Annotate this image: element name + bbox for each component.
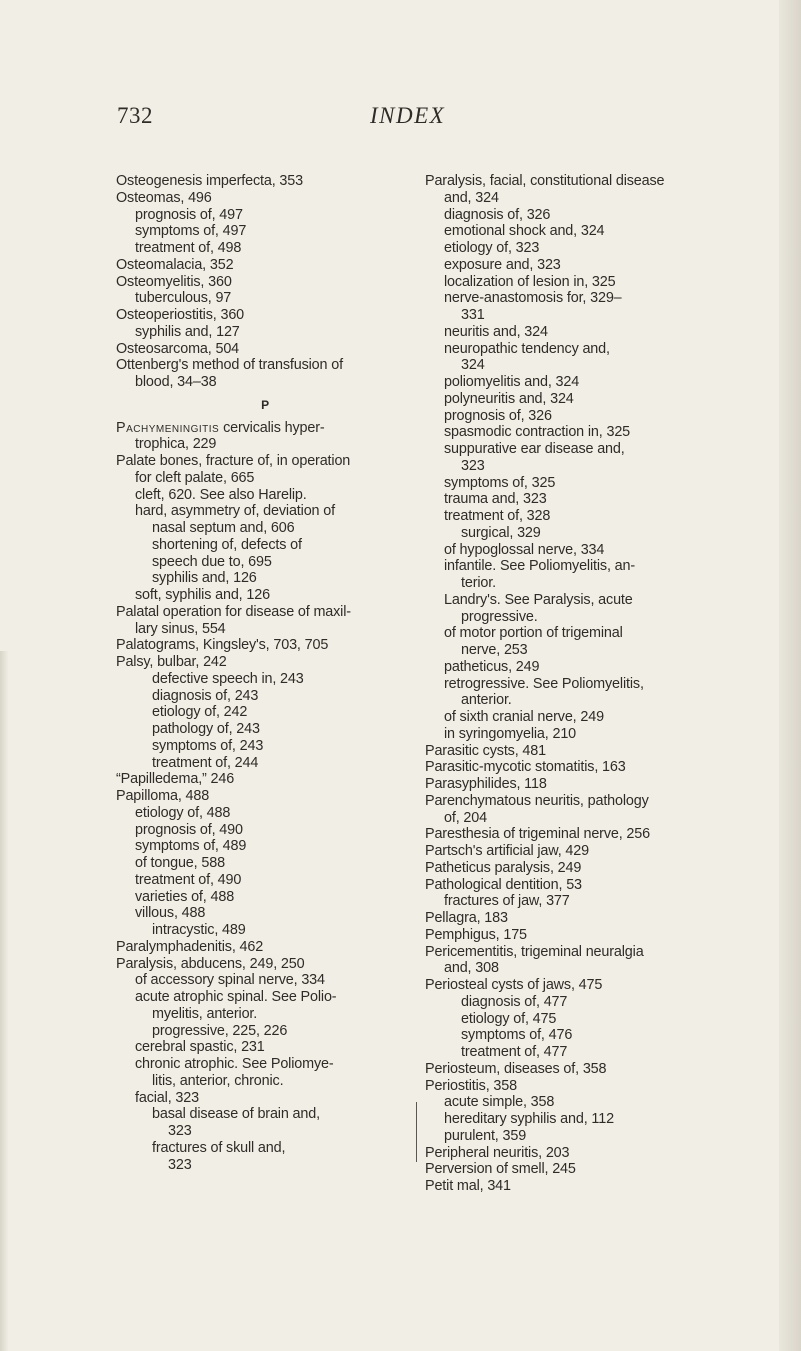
index-subentry: shortening of, defects of [152, 536, 302, 553]
index-subentry: treatment of, 244 [152, 754, 259, 771]
index-entry: Partsch's artificial jaw, 429 [425, 843, 589, 859]
index-subentry: progressive. [461, 608, 538, 625]
index-subentry: intracystic, 489 [152, 922, 246, 938]
index-subentry: neuropathic tendency and, [444, 340, 610, 357]
column-divider [416, 1102, 417, 1162]
index-entry: Parasyphilides, 118 [425, 776, 547, 792]
index-subentry: of, 204 [444, 809, 487, 826]
index-entry: Petit mal, 341 [425, 1178, 511, 1194]
index-subentry: in syringomyelia, 210 [444, 725, 577, 742]
index-entry: Palate bones, fracture of, in operation [116, 453, 351, 469]
index-entry: Patheticus paralysis, 249 [425, 859, 582, 876]
index-subentry: acute simple, 358 [444, 1094, 555, 1111]
index-column-right [425, 173, 705, 1195]
index-subentry: treatment of, 477 [461, 1044, 568, 1060]
index-subentry: purulent, 359 [444, 1127, 527, 1144]
index-subentry: fractures of skull and, [152, 1139, 286, 1156]
index-subentry: Landry's. See Paralysis, acute [444, 591, 633, 608]
index-subentry: 323 [461, 457, 485, 474]
index-entries-p-continued [425, 173, 705, 1195]
index-subentry: progressive, 225, 226 [152, 1022, 288, 1039]
index-subentry: anterior. [461, 692, 512, 709]
index-entry: Osteogenesis imperfecta, 353 [116, 173, 303, 189]
index-subentry: 323 [168, 1156, 192, 1173]
index-subentry: lary sinus, 554 [135, 620, 226, 637]
index-subentry: of accessory spinal nerve, 334 [135, 972, 325, 989]
index-entry: Perversion of smell, 245 [425, 1161, 576, 1178]
index-entry: Palatal operation for disease of maxil- [116, 603, 351, 620]
index-subentry: localization of lesion in, 325 [444, 273, 616, 290]
index-subentry: symptoms of, 497 [135, 223, 247, 240]
index-subentry: infantile. See Poliomyelitis, an- [444, 558, 636, 575]
index-subentry: emotional shock and, 324 [444, 223, 605, 240]
index-entry: Parasitic cysts, 481 [425, 742, 546, 759]
index-entry: Pachymeningitis cervicalis hyper- [116, 419, 325, 436]
index-subentry: symptoms of, 325 [444, 474, 556, 491]
page-number: 732 [117, 103, 153, 128]
index-subentry: acute atrophic spinal. See Polio- [135, 989, 337, 1005]
index-subentry: blood, 34–38 [135, 374, 217, 390]
index-subentry: etiology of, 475 [461, 1010, 557, 1027]
index-entry: Paresthesia of trigeminal nerve, 256 [425, 826, 650, 843]
index-entry: Periosteal cysts of jaws, 475 [425, 977, 603, 993]
running-head: INDEX [370, 103, 446, 128]
index-entry: Palatograms, Kingsley's, 703, 705 [116, 637, 329, 654]
entry-headword: Pachymeningitis [116, 419, 220, 436]
index-subentry: surgical, 329 [461, 524, 541, 541]
index-subentry: symptoms of, 489 [135, 838, 247, 855]
index-subentry: chronic atrophic. See Poliomye- [135, 1056, 334, 1072]
index-entry: Parasitic-mycotic stomatitis, 163 [425, 759, 626, 776]
index-entry: Osteomas, 496 [116, 189, 212, 206]
index-subentry: retrogressive. See Poliomyelitis, [444, 675, 644, 692]
index-entry: Paralysis, abducens, 249, 250 [116, 955, 305, 972]
index-subentry: nerve-anastomosis for, 329– [444, 290, 622, 307]
index-column-left [116, 173, 414, 1173]
index-subentry: and, 324 [444, 189, 499, 206]
index-subentry: 331 [461, 307, 485, 323]
index-entry: Periosteum, diseases of, 358 [425, 1060, 607, 1077]
index-subentry: terior. [461, 575, 496, 591]
index-subentry: trophica, 229 [135, 436, 217, 453]
index-subentry: treatment of, 498 [135, 240, 242, 256]
index-entry: Periostitis, 358 [425, 1077, 517, 1094]
index-entry: Pericementitis, trigeminal neuralgia [425, 943, 644, 960]
index-subentry: polyneuritis and, 324 [444, 390, 574, 407]
index-subentry: 323 [168, 1123, 192, 1139]
index-subentry: prognosis of, 326 [444, 407, 552, 424]
index-entry: Osteoperiostitis, 360 [116, 307, 245, 323]
index-subentry: hereditary syphilis and, 112 [444, 1111, 614, 1127]
index-subentry: neuritis and, 324 [444, 323, 548, 340]
index-entry: Pellagra, 183 [425, 910, 508, 926]
index-subentry: of sixth cranial nerve, 249 [444, 709, 604, 725]
index-entry: Paralymphadenitis, 462 [116, 938, 264, 955]
index-entry: Palsy, bulbar, 242 [116, 654, 227, 670]
index-entry: Pathological dentition, 53 [425, 876, 582, 893]
index-subentry: villous, 488 [135, 905, 206, 922]
index-subentry: etiology of, 242 [152, 704, 248, 721]
index-subentry: myelitis, anterior. [152, 1005, 258, 1022]
index-subentry: speech due to, 695 [152, 553, 272, 570]
index-entry: Peripheral neuritis, 203 [425, 1144, 570, 1161]
index-entry: Parenchymatous neuritis, pathology [425, 792, 649, 809]
index-subentry: exposure and, 323 [444, 256, 561, 273]
index-subentry: nasal septum and, 606 [152, 520, 295, 536]
page-gutter-shadow [779, 0, 801, 1351]
index-subentry: basal disease of brain and, [152, 1106, 320, 1123]
index-subentry: hard, asymmetry of, deviation of [135, 503, 335, 520]
index-subentry: symptoms of, 476 [461, 1027, 573, 1044]
index-subentry: of motor portion of trigeminal [444, 625, 623, 642]
index-entry: Pemphigus, 175 [425, 926, 527, 943]
index-subentry: diagnosis of, 326 [444, 206, 551, 223]
index-entry: Osteomalacia, 352 [116, 256, 234, 273]
index-subentry: nerve, 253 [461, 642, 528, 658]
page-header [0, 103, 801, 133]
index-entries-o [116, 173, 414, 391]
index-subentry: trauma and, 323 [444, 491, 547, 508]
index-subentry: varieties of, 488 [135, 888, 235, 905]
index-subentry: facial, 323 [135, 1089, 199, 1106]
index-subentry: for cleft palate, 665 [135, 469, 255, 486]
index-subentry: poliomyelitis and, 324 [444, 374, 580, 390]
index-entry: Paralysis, facial, constitutional disease [425, 173, 665, 189]
index-entry: “Papilledema,” 246 [116, 771, 235, 788]
index-subentry: soft, syphilis and, 126 [135, 587, 270, 603]
index-subentry: and, 308 [444, 960, 499, 977]
index-subentry: cleft, 620. See also Harelip. [135, 486, 307, 503]
index-subentry: defective speech in, 243 [152, 670, 304, 687]
index-subentry: pathology of, 243 [152, 721, 260, 737]
index-entry: Papilloma, 488 [116, 788, 210, 804]
index-entry: Ottenberg's method of transfusion of [116, 357, 343, 374]
index-subentry: fractures of jaw, 377 [444, 893, 570, 910]
index-subentry: of tongue, 588 [135, 855, 225, 871]
index-subentry: symptoms of, 243 [152, 737, 264, 754]
index-entries-p [116, 420, 414, 1174]
section-letter: P [261, 397, 269, 412]
index-subentry: patheticus, 249 [444, 658, 540, 675]
index-subentry: 324 [461, 357, 485, 374]
index-subentry: of hypoglossal nerve, 334 [444, 541, 605, 558]
index-subentry: etiology of, 488 [135, 804, 231, 821]
index-subentry: spasmodic contraction in, 325 [444, 424, 631, 441]
index-subentry: litis, anterior, chronic. [152, 1072, 284, 1089]
index-subentry: tuberculous, 97 [135, 290, 232, 307]
index-subentry: cerebral spastic, 231 [135, 1039, 265, 1056]
index-subentry: etiology of, 323 [444, 240, 540, 256]
index-entry: Osteomyelitis, 360 [116, 273, 232, 290]
index-subentry: prognosis of, 497 [135, 206, 243, 223]
index-subentry: treatment of, 328 [444, 508, 551, 524]
index-subentry: syphilis and, 126 [152, 570, 257, 587]
index-entry: Osteosarcoma, 504 [116, 340, 240, 357]
page-edge-shadow [0, 651, 8, 1351]
index-subentry: prognosis of, 490 [135, 821, 243, 838]
index-subentry: treatment of, 490 [135, 871, 242, 888]
index-subentry: diagnosis of, 243 [152, 687, 259, 704]
index-subentry: suppurative ear disease and, [444, 441, 625, 457]
index-subentry: diagnosis of, 477 [461, 993, 568, 1010]
index-subentry: syphilis and, 127 [135, 323, 240, 340]
